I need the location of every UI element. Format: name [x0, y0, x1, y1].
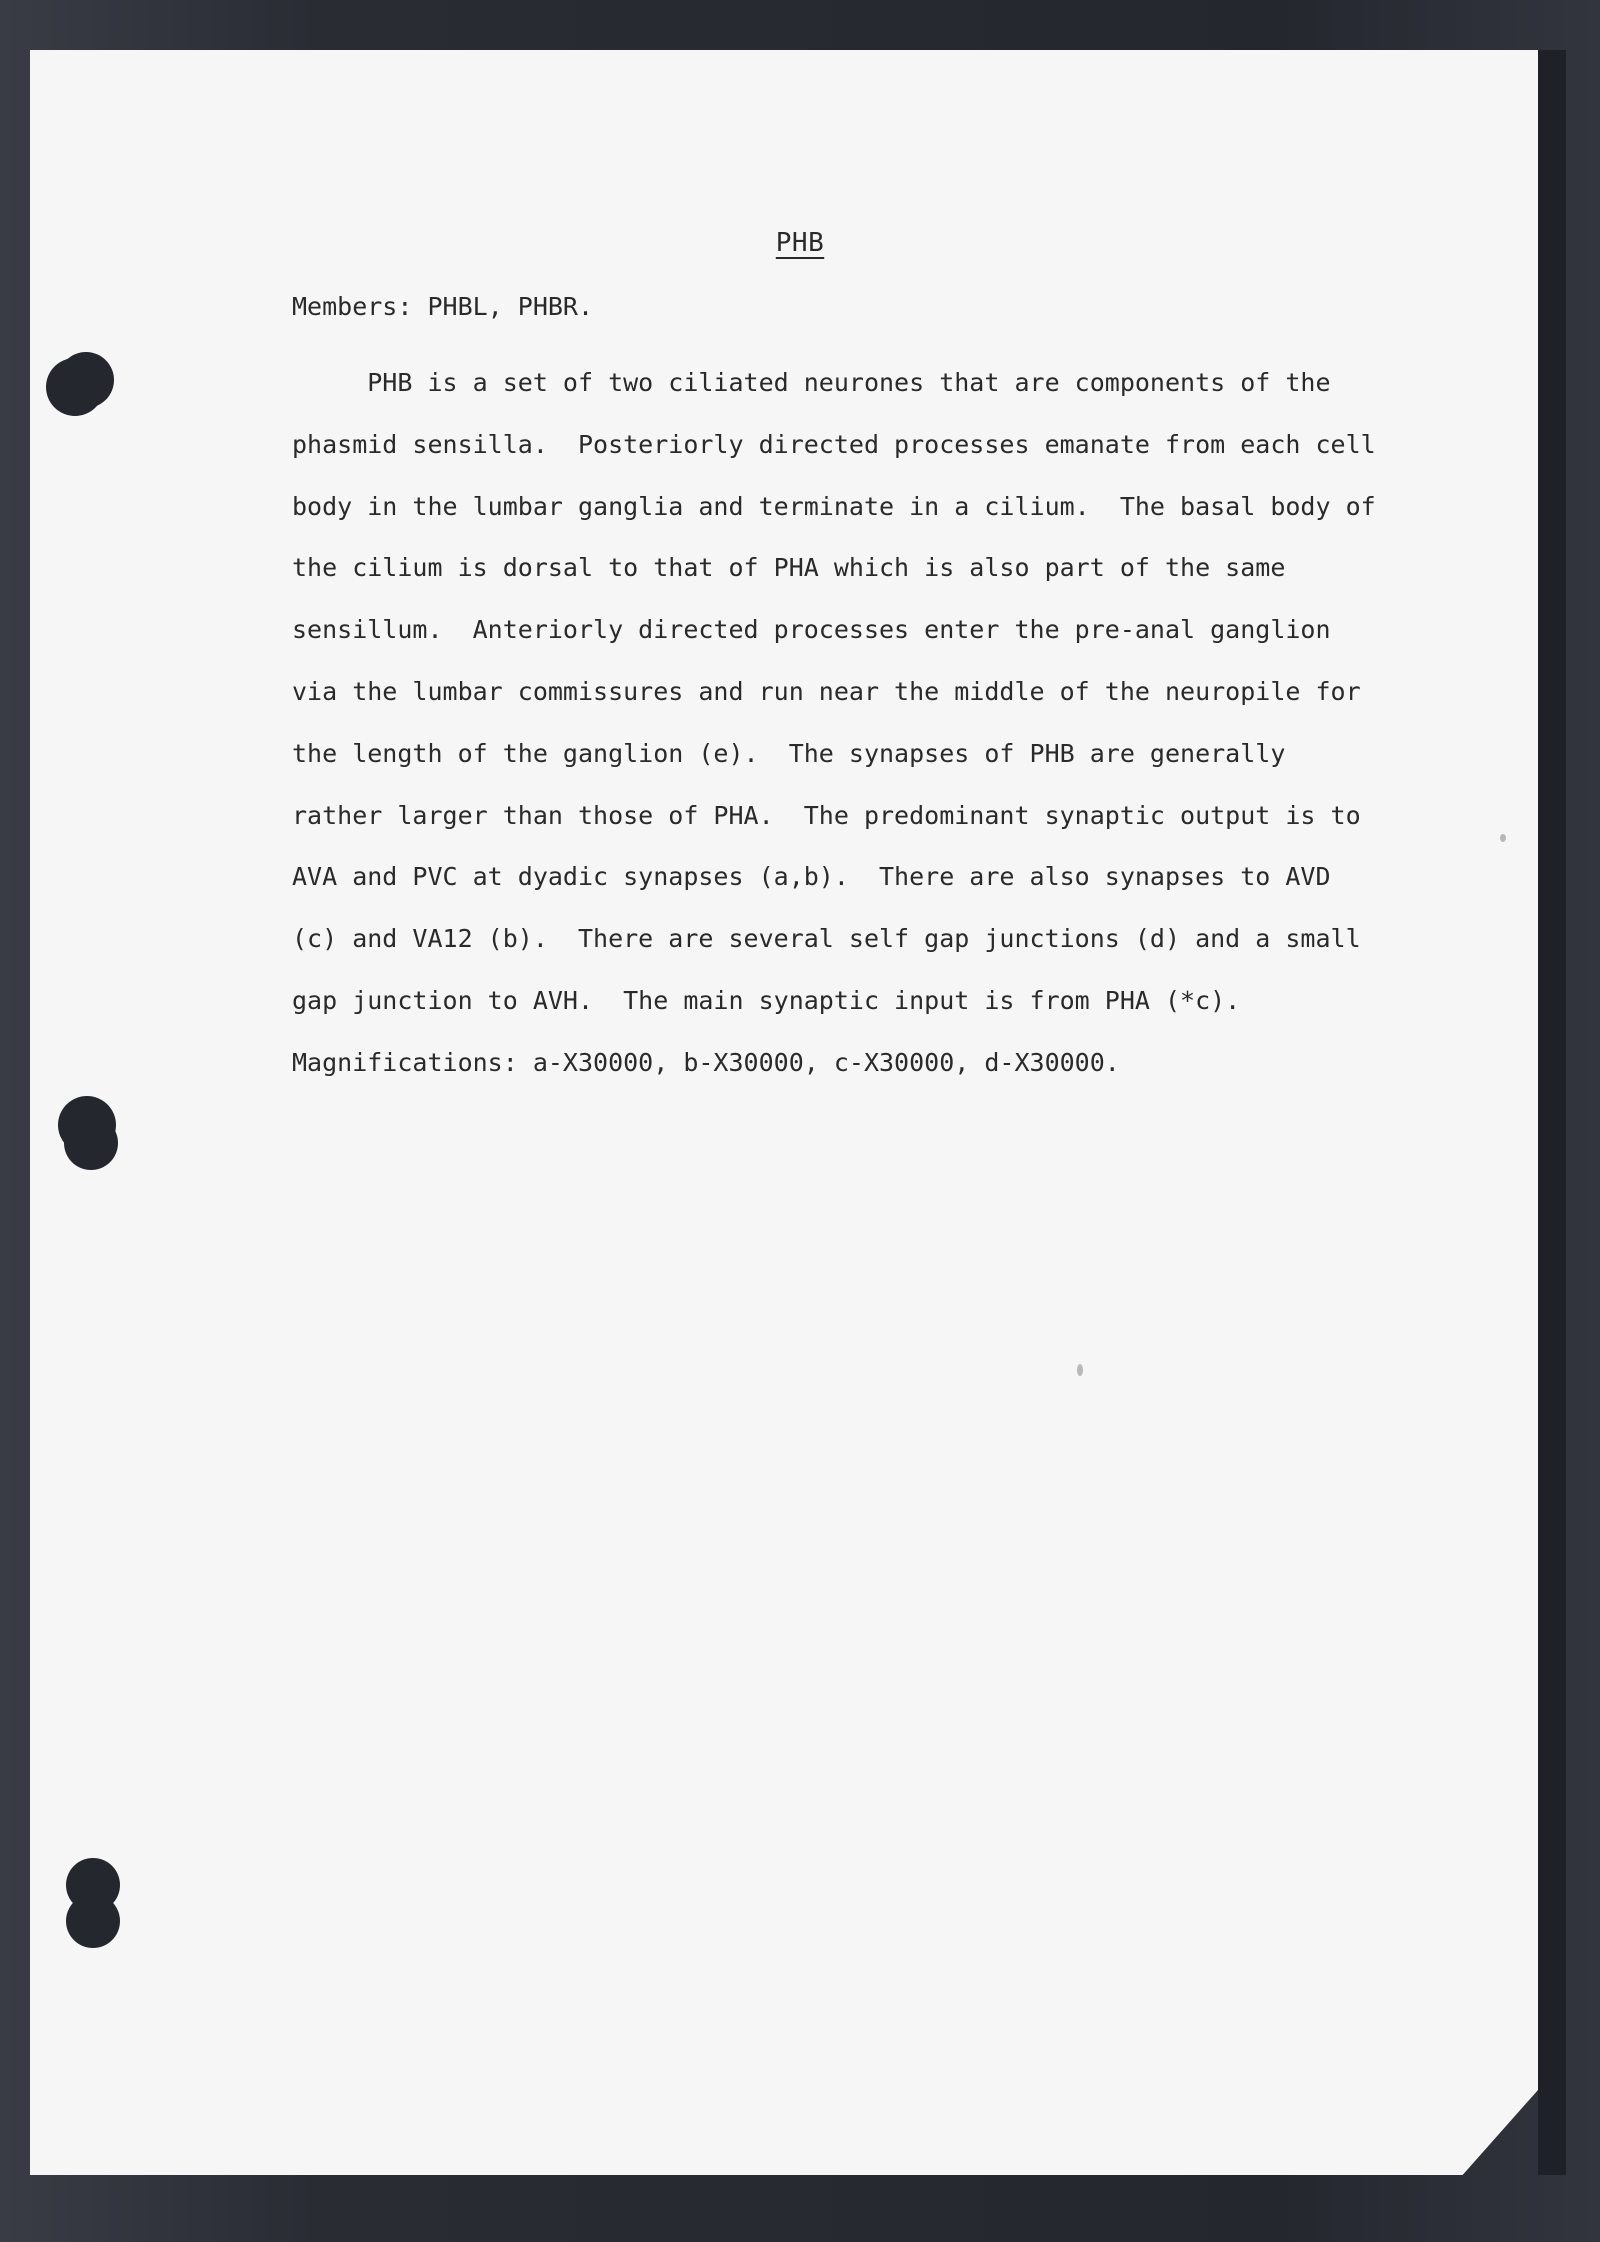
- paper-speck: [1077, 1364, 1083, 1376]
- body-line: Magnifications: a-X30000, b-X30000, c-X30000, d-X30000.: [292, 1047, 1120, 1077]
- body-line: AVA and PVC at dyadic synapses (a,b). There are also synapses to AVD: [292, 862, 1331, 892]
- body-line: gap junction to AVH. The main synaptic input is from PHA (*c).: [292, 985, 1241, 1015]
- body-line: the cilium is dorsal to that of PHA which is also part of the same: [292, 553, 1286, 583]
- paper-edge-shadow: [1538, 50, 1566, 2175]
- body-line: rather larger than those of PHA. The predominant synaptic output is to: [292, 800, 1361, 830]
- members-line: Members: PHBL, PHBR.: [292, 292, 594, 321]
- body-line: PHB is a set of two ciliated neurones that are components of the: [292, 368, 1331, 397]
- body-line: (c) and VA12 (b). There are several self gap junctions (d) and a small: [292, 924, 1361, 954]
- page-title-text: PHB: [775, 228, 825, 258]
- body-line: sensillum. Anteriorly directed processes enter the pre-anal ganglion: [292, 615, 1331, 645]
- page-title: [0, 228, 1600, 258]
- punch-hole-middle-overlap: [64, 1116, 118, 1170]
- body-paragraph: [292, 352, 1422, 1094]
- paper-speck: [1500, 834, 1506, 842]
- punch-hole-top-overlap: [58, 352, 114, 408]
- body-line: the length of the ganglion (e). The synapses of PHB are generally: [292, 738, 1286, 768]
- body-line: via the lumbar commissures and run near the middle of the neuropile for: [292, 676, 1361, 706]
- punch-hole-bottom-overlap: [66, 1894, 120, 1948]
- body-line: phasmid sensilla. Posteriorly directed processes emanate from each cell: [292, 429, 1376, 459]
- body-line: body in the lumbar ganglia and terminate in a cilium. The basal body of: [292, 491, 1376, 521]
